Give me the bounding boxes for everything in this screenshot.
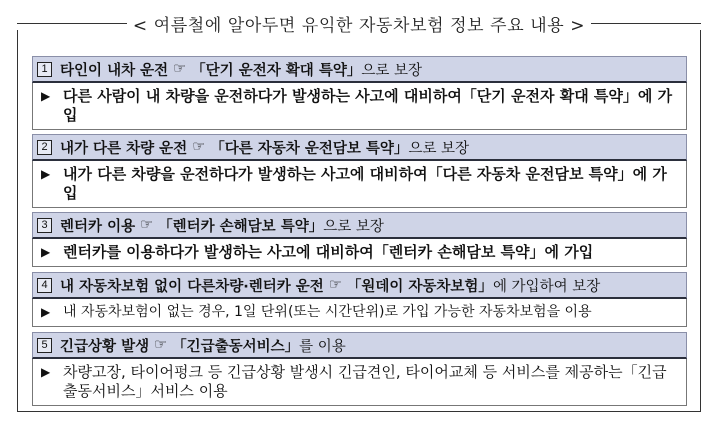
bullet-triangle-icon: ▶ bbox=[41, 167, 51, 181]
item-3-header bbox=[32, 212, 687, 239]
item-product-name: 「단기 운전자 확대 특약」 bbox=[191, 62, 362, 79]
item-heading: 내가 다른 차량 운전 bbox=[60, 140, 188, 157]
item-number-box: 4 bbox=[37, 278, 52, 293]
item-heading: 타인이 내차 운전 bbox=[60, 62, 169, 79]
pointing-hand-icon: ☞ bbox=[328, 277, 342, 293]
pointing-hand-icon: ☞ bbox=[192, 139, 206, 155]
item-5-description bbox=[32, 359, 687, 406]
item-number-box: 1 bbox=[37, 62, 52, 77]
item-heading: 긴급상황 발생 bbox=[60, 338, 150, 355]
item-5-header bbox=[32, 332, 687, 359]
item-4-header bbox=[32, 272, 687, 299]
item-heading-tail: 으로 보장 bbox=[361, 62, 423, 79]
bullet-triangle-icon: ▶ bbox=[41, 365, 51, 379]
description-text: 내가 다른 차량을 운전하다가 발생하는 사고에 대비하여「다른 자동차 운전담보 특약」에 가입 bbox=[63, 165, 667, 202]
item-product-name: 「렌터카 손해담보 특약」 bbox=[158, 218, 324, 235]
item-heading: 내 자동차보험 없이 다른차량·렌터카 운전 bbox=[60, 278, 324, 295]
item-number-box: 5 bbox=[37, 338, 52, 353]
item-heading-tail: 으로 보장 bbox=[323, 218, 384, 235]
item-1-description bbox=[32, 83, 687, 130]
item-heading-tail: 에 가입하여 보장 bbox=[492, 278, 601, 295]
description-text: 렌터카를 이용하다가 발생하는 사고에 대비하여「렌터카 손해담보 특약」에 가입 bbox=[63, 243, 594, 261]
title-rule-left bbox=[17, 23, 127, 24]
item-2-description bbox=[32, 161, 687, 208]
bullet-triangle-icon: ▶ bbox=[41, 89, 51, 103]
pointing-hand-icon: ☞ bbox=[154, 337, 168, 353]
bullet-triangle-icon: ▶ bbox=[41, 245, 51, 259]
item-number-box: 3 bbox=[37, 218, 52, 233]
item-1-header bbox=[32, 56, 687, 83]
description-text: 내 자동차보험이 없는 경우, 1일 단위(또는 시간단위)로 가입 가능한 자동차보험을 이용 bbox=[63, 304, 592, 320]
item-3-description bbox=[32, 239, 687, 267]
title-rule-right bbox=[591, 23, 701, 24]
document-title: < 여름철에 알아두면 유익한 자동차보험 정보 주요 내용 > bbox=[132, 15, 586, 36]
item-product-name: 「긴급출동서비스」 bbox=[172, 338, 300, 355]
item-product-name: 「원데이 자동차보험」 bbox=[346, 278, 493, 295]
pointing-hand-icon: ☞ bbox=[140, 217, 154, 233]
item-product-name: 「다른 자동차 운전담보 특약」 bbox=[210, 140, 409, 157]
description-text: 차량고장, 타이어펑크 등 긴급상황 발생시 긴급견인, 타이어교체 등 서비스를 제공하는「긴급출동서비스」서비스 이용 bbox=[63, 363, 667, 400]
item-heading-tail: 를 이용 bbox=[299, 338, 346, 355]
pointing-hand-icon: ☞ bbox=[173, 61, 187, 77]
item-heading-tail: 으로 보장 bbox=[408, 140, 470, 157]
item-4-description bbox=[32, 299, 687, 327]
item-2-header bbox=[32, 134, 687, 161]
bullet-triangle-icon: ▶ bbox=[41, 305, 51, 319]
item-number-box: 2 bbox=[37, 140, 52, 155]
item-heading: 렌터카 이용 bbox=[60, 218, 136, 235]
description-text: 다른 사람이 내 차량을 운전하다가 발생하는 사고에 대비하여「단기 운전자 확대 특약」에 가입 bbox=[63, 87, 673, 124]
